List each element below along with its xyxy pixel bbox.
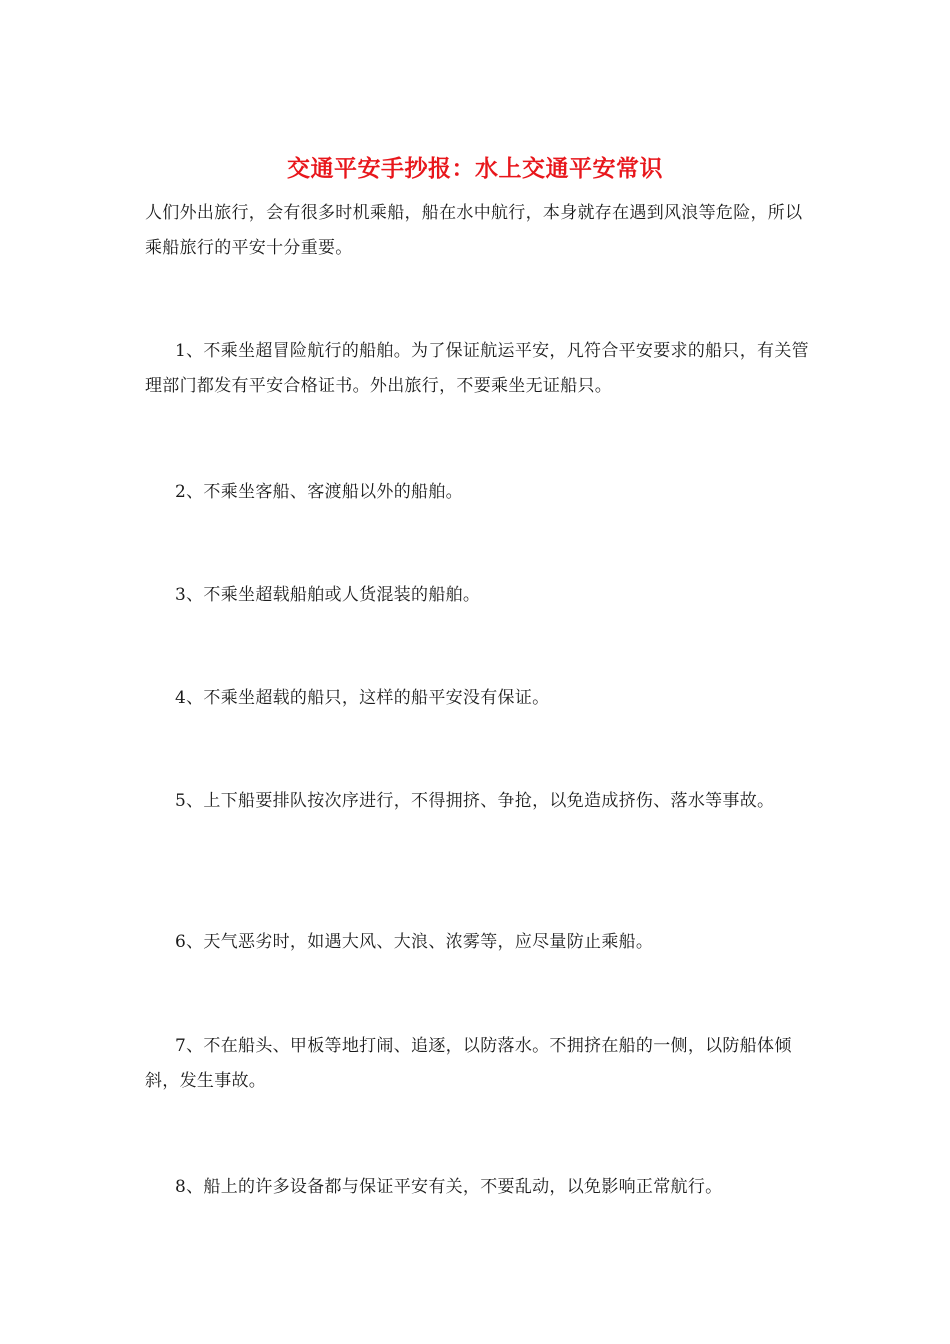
list-item-7: 7、不在船头、甲板等地打闹、追逐，以防落水。不拥挤在船的一侧，以防船体倾斜，发生事故。 — [145, 1036, 792, 1091]
list-item-8: 8、船上的许多设备都与保证平安有关，不要乱动，以免影响正常航行。 — [175, 1177, 723, 1197]
list-item-6: 6、天气恶劣时，如遇大风、大浪、浓雾等，应尽量防止乘船。 — [175, 932, 654, 952]
list-item-2: 2、不乘坐客船、客渡船以外的船舶。 — [175, 482, 463, 502]
list-item-1: 1、不乘坐超冒险航行的船舶。为了保证航运平安，凡符合平安要求的船只，有关管理部门都发有平安合格证书。外出旅行，不要乘坐无证船只。 — [145, 341, 809, 396]
page-title: 交通平安手抄报：水上交通平安常识 — [287, 156, 663, 182]
list-item-5: 5、上下船要排队按次序进行，不得拥挤、争抢，以免造成挤伤、落水等事故。 — [175, 791, 775, 811]
intro-paragraph: 人们外出旅行，会有很多时机乘船，船在水中航行，本身就存在遇到风浪等危险，所以乘船旅行的平安十分重要。 — [145, 203, 803, 258]
list-item-4: 4、不乘坐超载的船只，这样的船平安没有保证。 — [175, 688, 550, 708]
list-item-3: 3、不乘坐超载船舶或人货混装的船舶。 — [175, 585, 481, 605]
